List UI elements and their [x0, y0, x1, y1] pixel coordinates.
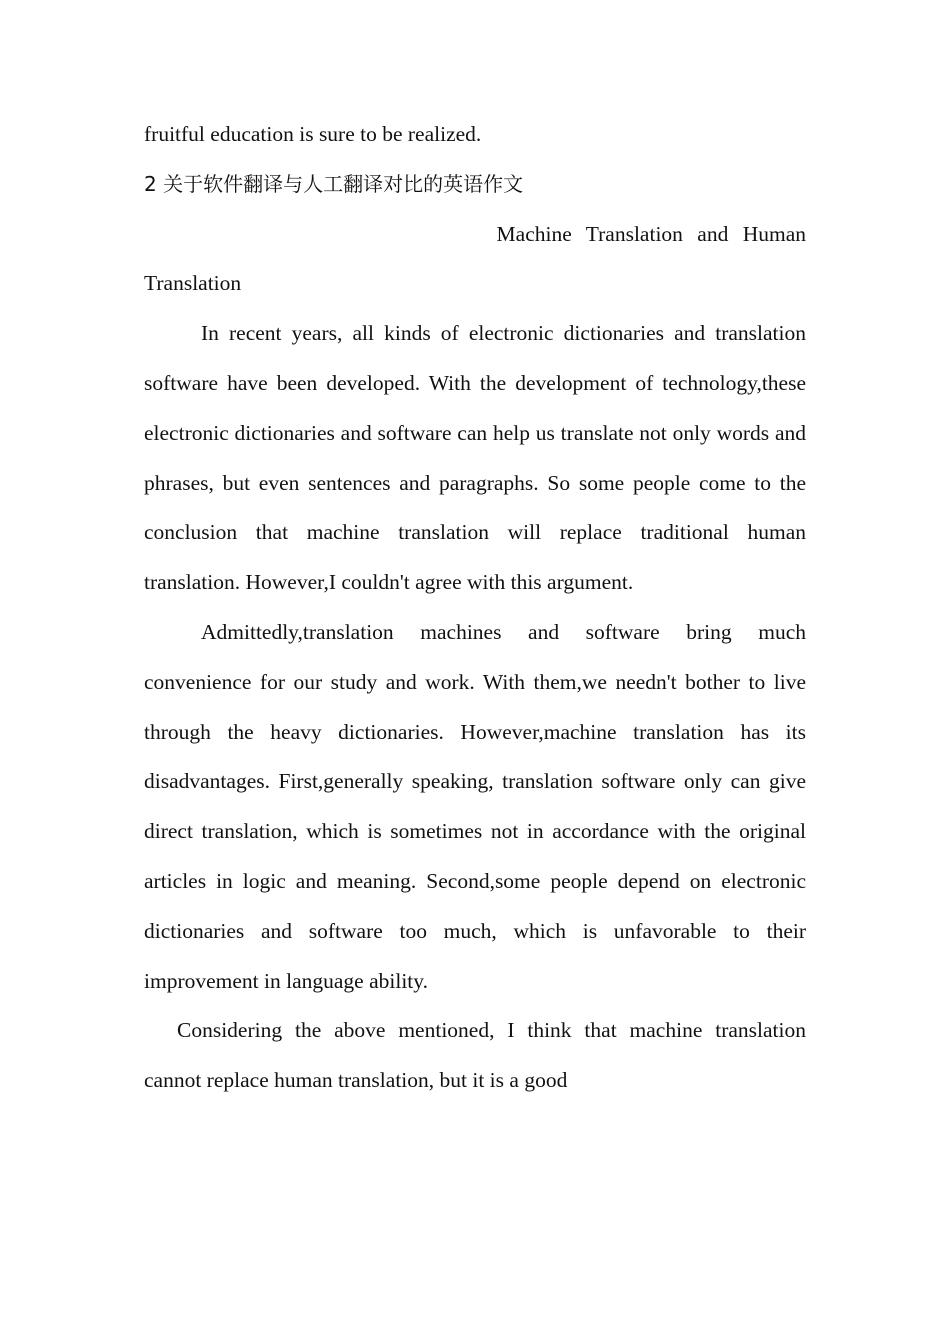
intro-line: fruitful education is sure to be realized. [144, 122, 482, 146]
document-page [144, 110, 806, 1106]
paragraph-1: In recent years, all kinds of electronic dictionaries and translation software have been developed. With the development of technology,these electronic dictionaries and software can help us translate not only words and phrases, but even sentences and paragraphs. So some people come to the conclusion that machine translation will replace traditional human translation. However,I couldn't agree with this argument. [144, 321, 806, 595]
paragraph-2: Admittedly,translation machines and software bring much convenience for our study and work. With them,we needn't bother to live through the heavy dictionaries. However,machine translation has its disadvantages. First,generally speaking, translation software only can give direct translation, which is sometimes not in accordance with the original articles in logic and meaning. Second,some people depend on electronic dictionaries and software too much, which is unfavorable to their improvement in language ability. [144, 619, 806, 993]
paragraph-3: Considering the above mentioned, I think that machine translation cannot replace human translation, but it is a good [144, 1018, 806, 1093]
section-heading: 2 关于软件翻译与人工翻译对比的英语作文 [144, 171, 524, 196]
essay-title-line-1: Machine Translation and Human [496, 221, 806, 246]
essay-title-line-2: Translation [144, 271, 242, 296]
